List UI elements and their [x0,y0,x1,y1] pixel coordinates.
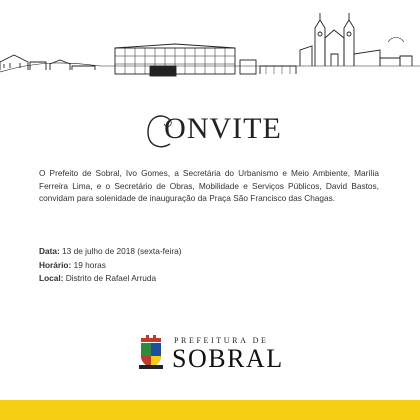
logo-title: SOBRAL [172,344,284,373]
place-label: Local: [39,273,64,283]
logo-subtitle: PREFEITURA DE [174,336,269,345]
time-line [39,259,379,273]
city-crest-icon [138,334,164,370]
place-value: Distrito de Rafael Arruda [63,273,157,283]
city-skyline-illustration [0,0,420,100]
prefeitura-logo [138,334,298,374]
time-label: Horário: [39,259,72,270]
date-value: 13 de julho de 2018 (sexta-feira) [59,246,182,256]
event-details [39,245,379,286]
invitation-paragraph: O Prefeito de Sobral, Ivo Gomes, a Secretária do Urbanismo e Meio Ambiente, Marília Ferreira Lima, e o Secretário de Obras, Mobilidade e Serviços Públicos, David Bastos, convidam para solenidade de inauguração da Praça São Francisco das Chagas. [39,168,379,203]
title-text: ONVITE [164,112,282,145]
time-value: 19 horas [71,259,106,270]
page-title [0,112,420,146]
date-label: Data: [39,246,60,256]
place-line [39,272,379,286]
date-line [39,245,379,259]
footer-bar [0,400,420,420]
